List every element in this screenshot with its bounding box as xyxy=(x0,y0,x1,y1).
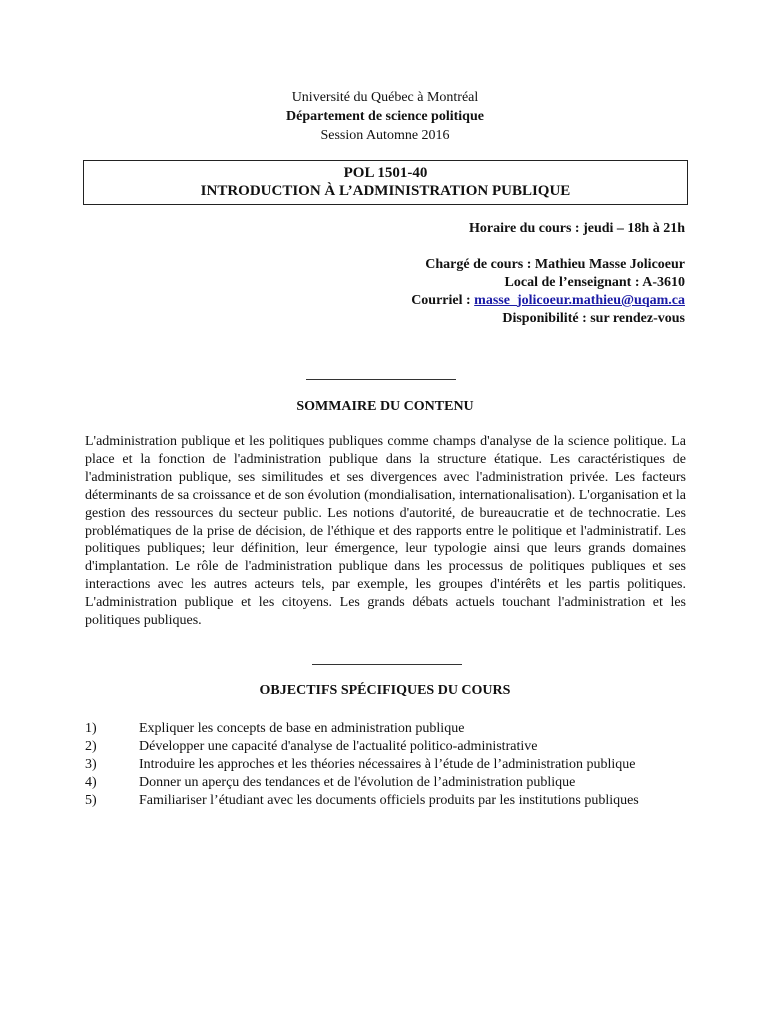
course-code: POL 1501-40 xyxy=(343,165,428,181)
list-number: 5) xyxy=(85,793,97,808)
objectives-heading: OBJECTIFS SPÉCIFIQUES DU COURS xyxy=(259,683,511,698)
separator-line xyxy=(312,664,462,665)
list-number: 1) xyxy=(85,721,97,736)
university-name: Université du Québec à Montréal xyxy=(291,90,479,105)
email-link[interactable]: masse_jolicoeur.mathieu@uqam.ca xyxy=(474,293,685,308)
objectives-list xyxy=(85,720,686,810)
separator-line xyxy=(306,379,456,380)
instructor-office: Local de l’enseignant : A-3610 xyxy=(504,275,685,290)
email-label: Courriel : xyxy=(411,293,475,308)
list-item xyxy=(85,720,686,738)
list-number: 4) xyxy=(85,775,97,790)
schedule-line: Horaire du cours : jeudi – 18h à 21h xyxy=(469,221,685,236)
summary-heading: SOMMAIRE DU CONTENU xyxy=(296,399,474,414)
list-text: Expliquer les concepts de base en administration publique xyxy=(139,721,465,736)
instructor-name: Chargé de cours : Mathieu Masse Jolicoeur xyxy=(425,257,685,272)
document-header xyxy=(0,88,770,145)
summary-paragraph: L'administration publique et les politiques publiques comme champs d'analyse de la science politique. La place et la fonction de l'administration publique dans la structure étatique. Les caractéristiques de l'administration publique, ses similitudes et ses divergences avec l'administration privée. Les facteurs déterminants de sa croissance et de son évolution (mondialisation, internationalisation). L'organisation et la gestion des ressources du secteur public. Les notions d'autorité, de bureaucratie et de technocratie. Les problématiques de la prise de décision, de l'éthique et des rapports entre le politique et l'administratif. Les politiques publiques; leur définition, leur émergence, leur typologie ainsi que leurs grands domaines d'implantation. Le rôle de l'administration publique dans les processus de politiques publiques et ses interactions avec les autres acteurs tels, par exemple, les groupes d'intérêts et les partis politiques. L'administration publique et les citoyens. Les grands débats actuels touchant l'administration et les politiques publiques. xyxy=(85,434,686,629)
list-item xyxy=(85,792,686,810)
list-item xyxy=(85,774,686,792)
list-number: 3) xyxy=(85,757,97,772)
list-number: 2) xyxy=(85,739,97,754)
list-text: Donner un aperçu des tendances et de l'évolution de l’administration publique xyxy=(139,775,576,790)
session-label: Session Automne 2016 xyxy=(320,128,450,143)
list-text: Familiariser l’étudiant avec les documents officiels produits par les institutions publiques xyxy=(139,793,639,808)
list-item xyxy=(85,738,686,756)
instructor-info xyxy=(411,256,685,328)
department-name: Département de science politique xyxy=(286,109,484,124)
instructor-availability: Disponibilité : sur rendez-vous xyxy=(502,311,685,326)
instructor-email-line xyxy=(411,292,685,310)
list-text: Développer une capacité d'analyse de l'actualité politico-administrative xyxy=(139,739,538,754)
list-text: Introduire les approches et les théories nécessaires à l’étude de l’administration publique xyxy=(139,757,636,772)
course-title: INTRODUCTION À L’ADMINISTRATION PUBLIQUE xyxy=(200,183,571,199)
list-item xyxy=(85,756,686,774)
course-title-box xyxy=(83,160,688,205)
